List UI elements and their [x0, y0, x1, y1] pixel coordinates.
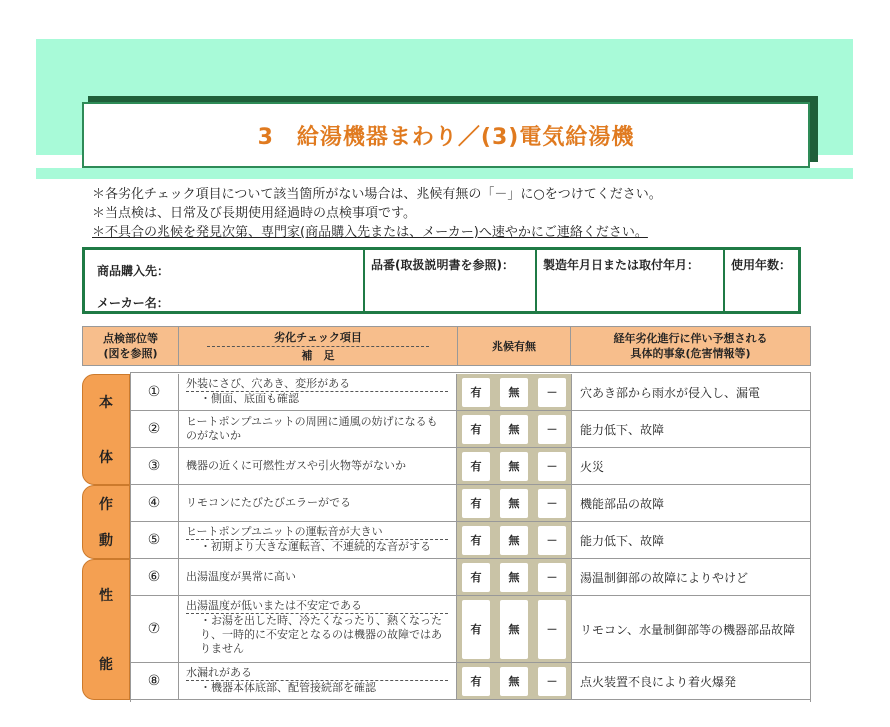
sign-options — [457, 663, 571, 699]
purchase-label: 商品購入先： — [97, 264, 170, 278]
row-supplement: ・機器本体底部、配管接続部を確認 — [200, 681, 376, 694]
row-number: ⑥ — [130, 559, 179, 595]
option-yes[interactable]: 有 — [462, 526, 490, 555]
notes — [92, 185, 662, 242]
option-no[interactable]: 無 — [500, 489, 528, 518]
row-description — [178, 411, 457, 447]
option-no[interactable]: 無 — [500, 378, 528, 407]
header-check-line1: 劣化チェック項目 — [274, 330, 362, 344]
row-supplement: ・側面、底面も確認 — [200, 392, 299, 405]
row-number: ② — [130, 411, 179, 447]
row-description — [178, 485, 457, 521]
table-row — [130, 522, 811, 559]
maker-label: メーカー名： — [97, 296, 169, 310]
header-sign-label: 兆候有無 — [492, 339, 536, 353]
row-description — [178, 522, 457, 558]
table-row — [130, 485, 811, 522]
category-body-char1: 本 — [99, 395, 113, 412]
header-check-line2: 補 足 — [301, 348, 335, 362]
option-yes[interactable]: 有 — [462, 667, 490, 696]
option-no[interactable]: 無 — [500, 563, 528, 592]
row-description — [178, 596, 457, 662]
table-row — [130, 596, 811, 663]
category-operation — [82, 485, 130, 559]
option-yes[interactable]: 有 — [462, 563, 490, 592]
header-sign — [457, 326, 571, 366]
row-effect: 点火装置不良により着火爆発 — [571, 663, 811, 699]
sign-options — [457, 448, 571, 484]
row-check-item: 外装にさび、穴あき、変形がある — [186, 377, 448, 392]
note-1: ＊各劣化チェック項目について該当箇所がない場合は、兆候有無の「－」に○をつけてください。 — [92, 187, 662, 202]
title-box — [82, 102, 810, 168]
option-no[interactable]: 無 — [500, 452, 528, 481]
header-part-line1: 点検部位等 — [103, 332, 158, 345]
option-no[interactable]: 無 — [500, 667, 528, 696]
row-check-item: ヒートポンプユニットの運転音が大きい — [186, 525, 448, 540]
date-cell: 製造年月日または取付年月： — [535, 250, 723, 311]
row-number: ⑦ — [130, 596, 179, 662]
option-yes[interactable]: 有 — [462, 415, 490, 444]
sign-options — [457, 522, 571, 558]
table-row — [130, 559, 811, 596]
option-yes[interactable]: 有 — [462, 489, 490, 518]
row-description — [178, 559, 457, 595]
sign-options — [457, 596, 571, 662]
option-yes[interactable]: 有 — [462, 378, 490, 407]
option-na[interactable]: － — [538, 452, 566, 481]
sign-options — [457, 559, 571, 595]
option-no[interactable]: 無 — [500, 526, 528, 555]
category-performance-char1: 性 — [99, 587, 113, 604]
sign-options — [457, 485, 571, 521]
option-na[interactable]: － — [538, 378, 566, 407]
row-check-item: 水漏れがある — [186, 666, 448, 681]
option-no[interactable]: 無 — [500, 415, 528, 444]
years-cell: 使用年数： — [723, 250, 801, 311]
option-yes[interactable]: 有 — [462, 452, 490, 481]
category-performance-char2: 能 — [99, 657, 113, 674]
row-number: ④ — [130, 485, 179, 521]
header-check-divider — [207, 346, 429, 347]
table-row — [130, 374, 811, 411]
option-na[interactable]: － — [538, 415, 566, 444]
row-description — [178, 448, 457, 484]
note-2: ＊当点検は、日常及び長期使用経過時の点検事項です。 — [92, 206, 416, 221]
model-cell: 品番(取扱説明書を参照)： — [363, 250, 535, 311]
table-row — [130, 663, 811, 700]
category-operation-char1: 作 — [99, 497, 113, 513]
option-yes[interactable]: 有 — [462, 600, 490, 659]
note-3: ＊不具合の兆候を発見次第、専門家(商品購入先または、メーカー)へ速やかにご連絡ください。 — [92, 225, 648, 240]
option-na[interactable]: － — [538, 563, 566, 592]
row-description — [178, 374, 457, 410]
row-effect: 湯温制御部の故障によりやけど — [571, 559, 811, 595]
header-part-line2: (図を参照) — [103, 347, 158, 360]
category-body-char2: 体 — [99, 449, 113, 466]
row-description — [178, 663, 457, 699]
table-row — [130, 411, 811, 448]
row-number: ⑤ — [130, 522, 179, 558]
header-effect — [570, 326, 811, 366]
category-operation-char2: 動 — [99, 533, 113, 549]
row-effect: 能力低下、故障 — [571, 522, 811, 558]
row-effect: 火災 — [571, 448, 811, 484]
row-check-item: 出湯温度が低いまたは不安定である — [186, 599, 448, 614]
product-info-table — [82, 247, 801, 314]
option-na[interactable]: － — [538, 526, 566, 555]
row-number: ① — [130, 374, 179, 410]
row-check-item: 機器の近くに可燃性ガスや引火物等がないか — [186, 459, 406, 472]
purchase-cell — [85, 250, 363, 311]
header-part — [82, 326, 179, 366]
row-check-item: ヒートポンプユニットの周囲に通風の妨げになるものがないか — [186, 415, 438, 442]
header-effect-line2: 具体的事象(危害情報等) — [630, 347, 751, 360]
header-check — [178, 326, 458, 366]
row-number: ⑧ — [130, 663, 179, 699]
option-no[interactable]: 無 — [500, 600, 528, 659]
row-effect: 穴あき部から雨水が侵入し、漏電 — [571, 374, 811, 410]
row-supplement: ・お湯を出した時、冷たくなったり、熱くなったり、一時的に不安定となるのは機器の故障ではありません — [200, 614, 442, 655]
row-supplement: ・初期より大きな運転音、不連続的な音がする — [200, 540, 431, 553]
option-na[interactable]: － — [538, 600, 566, 659]
row-effect: 能力低下、故障 — [571, 411, 811, 447]
category-performance — [82, 559, 130, 700]
page-title: 3 給湯機器まわり／(3)電気給湯機 — [257, 124, 635, 150]
header-effect-line1: 経年劣化進行に伴い予想される — [613, 332, 768, 345]
table-row — [130, 448, 811, 485]
sign-options — [457, 374, 571, 410]
row-check-item: 出湯温度が異常に高い — [186, 570, 296, 583]
row-number: ③ — [130, 448, 179, 484]
row-effect: 機能部品の故障 — [571, 485, 811, 521]
row-check-item: リモコンにたびたびエラーがでる — [186, 496, 351, 509]
sign-options — [457, 411, 571, 447]
option-na[interactable]: － — [538, 667, 566, 696]
option-na[interactable]: － — [538, 489, 566, 518]
row-effect: リモコン、水量制御部等の機器部品故障 — [571, 596, 811, 662]
category-body — [82, 374, 130, 485]
